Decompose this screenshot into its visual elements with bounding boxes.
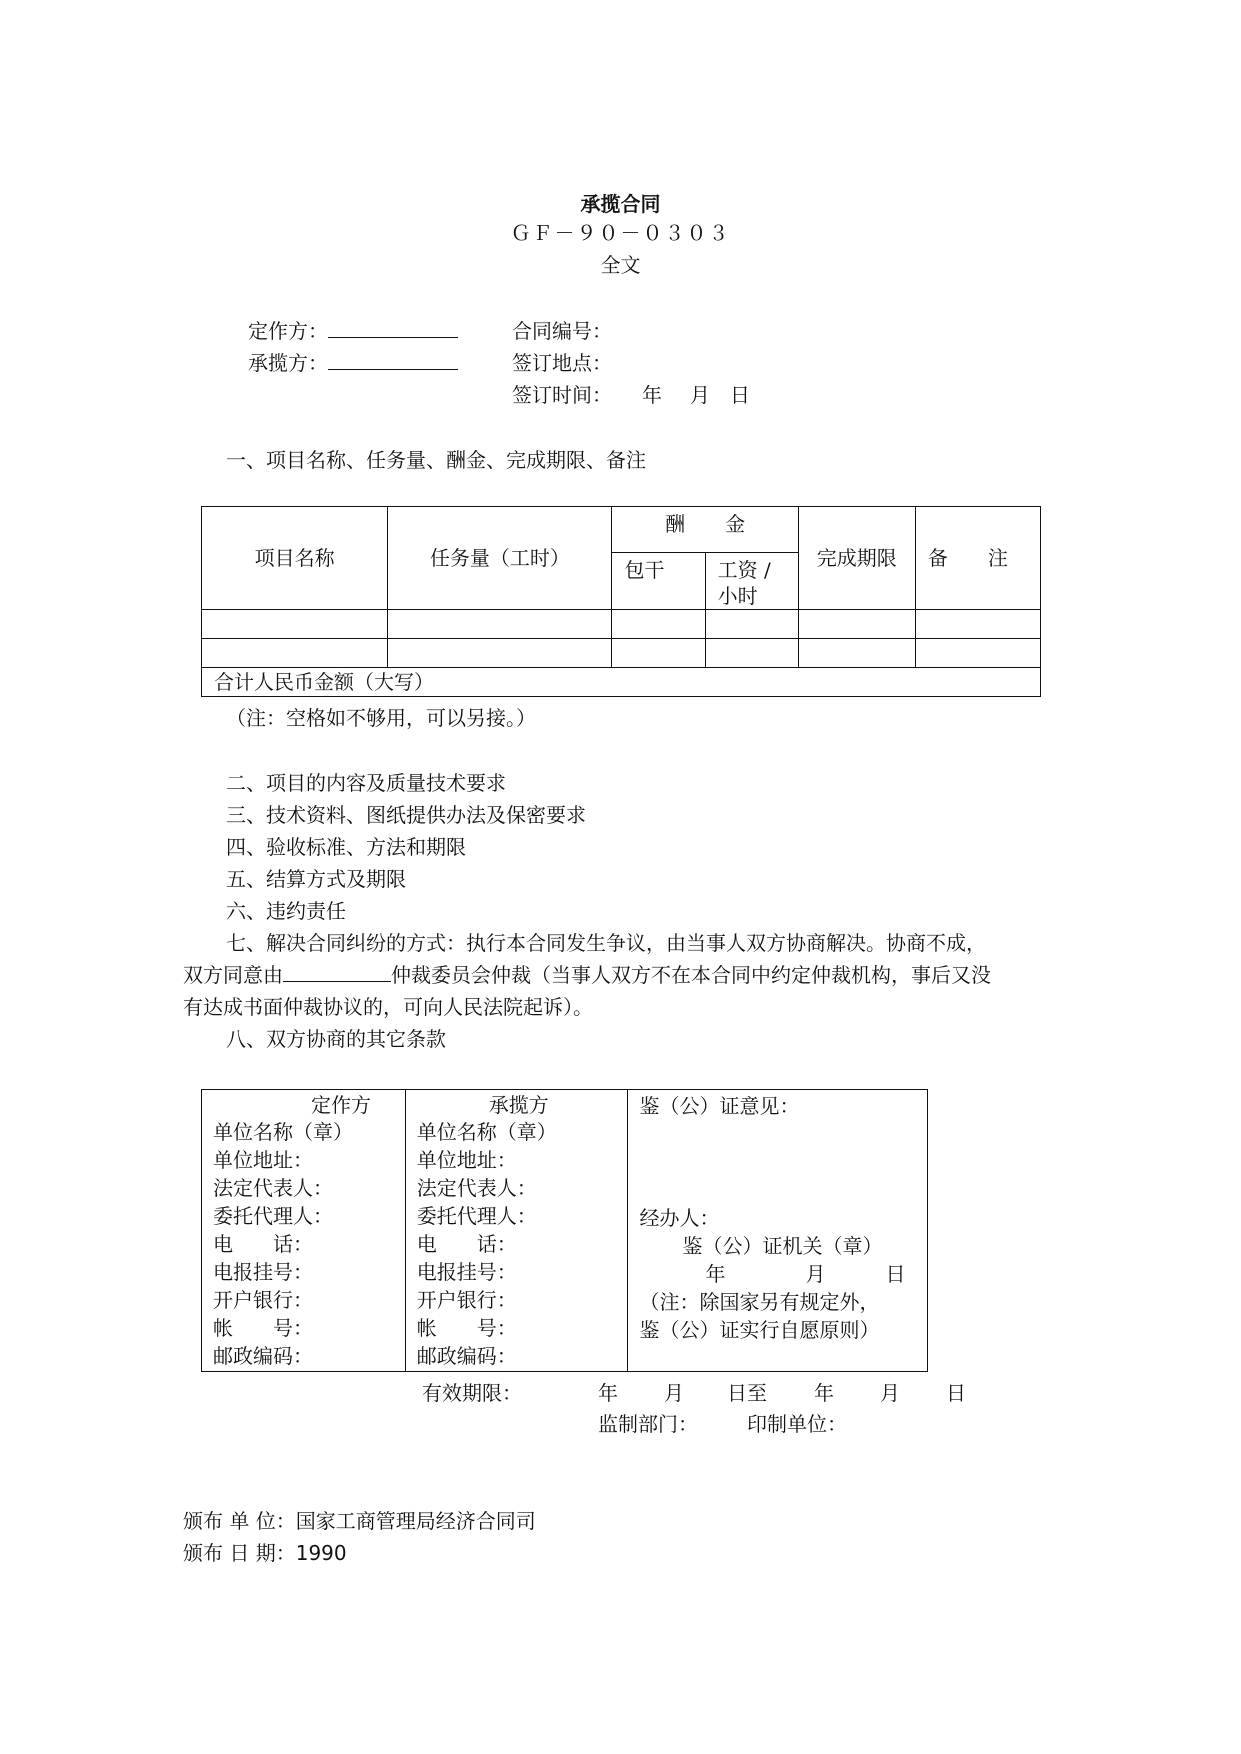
ding-party-label: 定作方：: [248, 319, 328, 343]
document-code: ＧＦ－９０－０３０３: [510, 221, 731, 245]
sign-place-label: 签订地点：: [512, 351, 612, 375]
section-6-heading: 六、违约责任: [226, 899, 346, 923]
col-baogan: 包干: [612, 553, 705, 610]
notary-month: 月: [805, 1262, 826, 1286]
section-7-line2-post: 仲裁委员会仲裁（当事人双方不在本合同中约定仲裁机构，事后又没: [391, 963, 991, 987]
issue-date-value: 1990: [295, 1541, 347, 1565]
ding-party-column: [202, 1090, 406, 1372]
col-wage-line1: 工资 /: [717, 558, 771, 582]
contract-no-label: 合同编号：: [512, 319, 612, 343]
validity-month1: 月: [664, 1381, 684, 1405]
cheng-field: 开户银行：: [416, 1288, 517, 1312]
table-cell[interactable]: [202, 639, 388, 668]
project-table: [201, 506, 1041, 697]
section-7-line2: [183, 962, 991, 988]
total-amount-row: 合计人民币金额（大写）: [202, 668, 1041, 697]
col-wage-line2: 小时: [717, 584, 758, 608]
section-7-line3: 有达成书面仲裁协议的，可向人民法院起诉）。: [183, 995, 593, 1019]
col-deadline: 完成期限: [798, 507, 915, 610]
section-2-heading: 二、项目的内容及质量技术要求: [226, 771, 506, 795]
cheng-party-row: [248, 350, 458, 376]
section-7-line1: 七、解决合同纠纷的方式：执行本合同发生争议，由当事人双方协商解决。协商不成，: [226, 931, 986, 955]
ding-field: 单位名称（章）: [213, 1120, 353, 1144]
cheng-field: 单位名称（章）: [416, 1120, 557, 1144]
notary-note-line1: （注：除国家另有规定外，: [639, 1290, 880, 1314]
signature-table: [201, 1089, 928, 1372]
cheng-party-head: 承揽方: [488, 1093, 549, 1117]
ding-field: 电报挂号：: [213, 1260, 313, 1284]
notary-column: [628, 1090, 928, 1372]
col-wage: [705, 553, 798, 610]
ding-field: 法定代表人：: [213, 1176, 333, 1200]
table-cell[interactable]: [798, 639, 915, 668]
ding-party-blank: [328, 319, 458, 338]
section-8-heading: 八、双方协商的其它条款: [226, 1027, 446, 1051]
section-4-heading: 四、验收标准、方法和期限: [226, 835, 466, 859]
cheng-field: 帐 号：: [416, 1316, 517, 1340]
sign-time-label: 签订时间：: [512, 383, 612, 407]
validity-day-to: 日至: [727, 1381, 767, 1405]
issuer-label: 颁布 单 位：: [183, 1509, 296, 1533]
notary-note-line2: 鉴（公）证实行自愿原则）: [639, 1318, 880, 1342]
notary-day: 日: [885, 1262, 906, 1286]
printer-label: 印制单位：: [747, 1412, 847, 1436]
col-task-amount: 任务量（工时）: [388, 507, 612, 610]
cheng-party-blank: [328, 351, 458, 370]
table-cell[interactable]: [915, 610, 1040, 639]
issue-date-row: [183, 1540, 347, 1566]
section-1-heading: 一、项目名称、任务量、酬金、完成期限、备注: [226, 448, 646, 472]
ding-party-head: 定作方: [311, 1093, 371, 1117]
table-cell[interactable]: [798, 610, 915, 639]
issue-date-label: 颁布 日 期：: [183, 1541, 296, 1565]
cheng-field: 法定代表人：: [416, 1176, 537, 1200]
sign-month: 月: [690, 383, 710, 407]
arbitration-blank: [283, 963, 391, 982]
cheng-field: 单位地址：: [416, 1148, 517, 1172]
section-3-heading: 三、技术资料、图纸提供办法及保密要求: [226, 803, 586, 827]
section-7-line2-pre: 双方同意由: [183, 963, 283, 987]
notary-org-label: 鉴（公）证机关（章）: [682, 1234, 883, 1258]
ding-field: 单位地址：: [213, 1148, 313, 1172]
cheng-party-label: 承揽方：: [248, 351, 328, 375]
table-cell[interactable]: [388, 610, 612, 639]
cheng-party-column: [405, 1090, 628, 1372]
cheng-field: 委托代理人：: [416, 1204, 537, 1228]
table-row: [202, 639, 1041, 668]
cheng-field: 电 话：: [416, 1232, 517, 1256]
ding-field: 委托代理人：: [213, 1204, 333, 1228]
col-project-name: 项目名称: [202, 507, 388, 610]
table-cell[interactable]: [915, 639, 1040, 668]
notary-date: [639, 1260, 927, 1288]
validity-day2: 日: [946, 1381, 966, 1405]
table-cell[interactable]: [705, 639, 798, 668]
col-remark: 备 注: [915, 507, 1040, 610]
section-5-heading: 五、结算方式及期限: [226, 867, 406, 891]
notary-opinion-label: 鉴（公）证意见：: [639, 1094, 800, 1118]
ding-field: 电 话：: [213, 1232, 313, 1256]
cheng-field: 邮政编码：: [416, 1344, 517, 1368]
table-cell[interactable]: [612, 610, 705, 639]
issuer-value: 国家工商管理局经济合同司: [295, 1509, 536, 1533]
table-cell[interactable]: [705, 610, 798, 639]
issuer-row: [183, 1508, 536, 1534]
document-title: 承揽合同: [580, 192, 661, 216]
ding-field: 帐 号：: [213, 1316, 313, 1340]
validity-label: 有效期限：: [422, 1381, 522, 1405]
ding-field: 开户银行：: [213, 1288, 313, 1312]
sign-year: 年: [642, 383, 662, 407]
document-subtitle: 全文: [600, 253, 641, 277]
col-reward: 酬 金: [612, 507, 798, 553]
validity-year1: 年: [598, 1381, 618, 1405]
table-row: [202, 610, 1041, 639]
supervise-dept-label: 监制部门：: [598, 1412, 698, 1436]
ding-field: 邮政编码：: [213, 1344, 313, 1368]
validity-year2: 年: [814, 1381, 834, 1405]
validity-month2: 月: [880, 1381, 900, 1405]
sign-day: 日: [730, 383, 750, 407]
ding-party-row: [248, 318, 458, 344]
cheng-field: 电报挂号：: [416, 1260, 517, 1284]
handler-label: 经办人：: [639, 1206, 720, 1230]
notary-year: 年: [705, 1262, 726, 1286]
table-cell[interactable]: [388, 639, 612, 668]
table-cell[interactable]: [202, 610, 388, 639]
table-cell[interactable]: [612, 639, 705, 668]
table-note: （注：空格如不够用，可以另接。）: [226, 706, 536, 730]
